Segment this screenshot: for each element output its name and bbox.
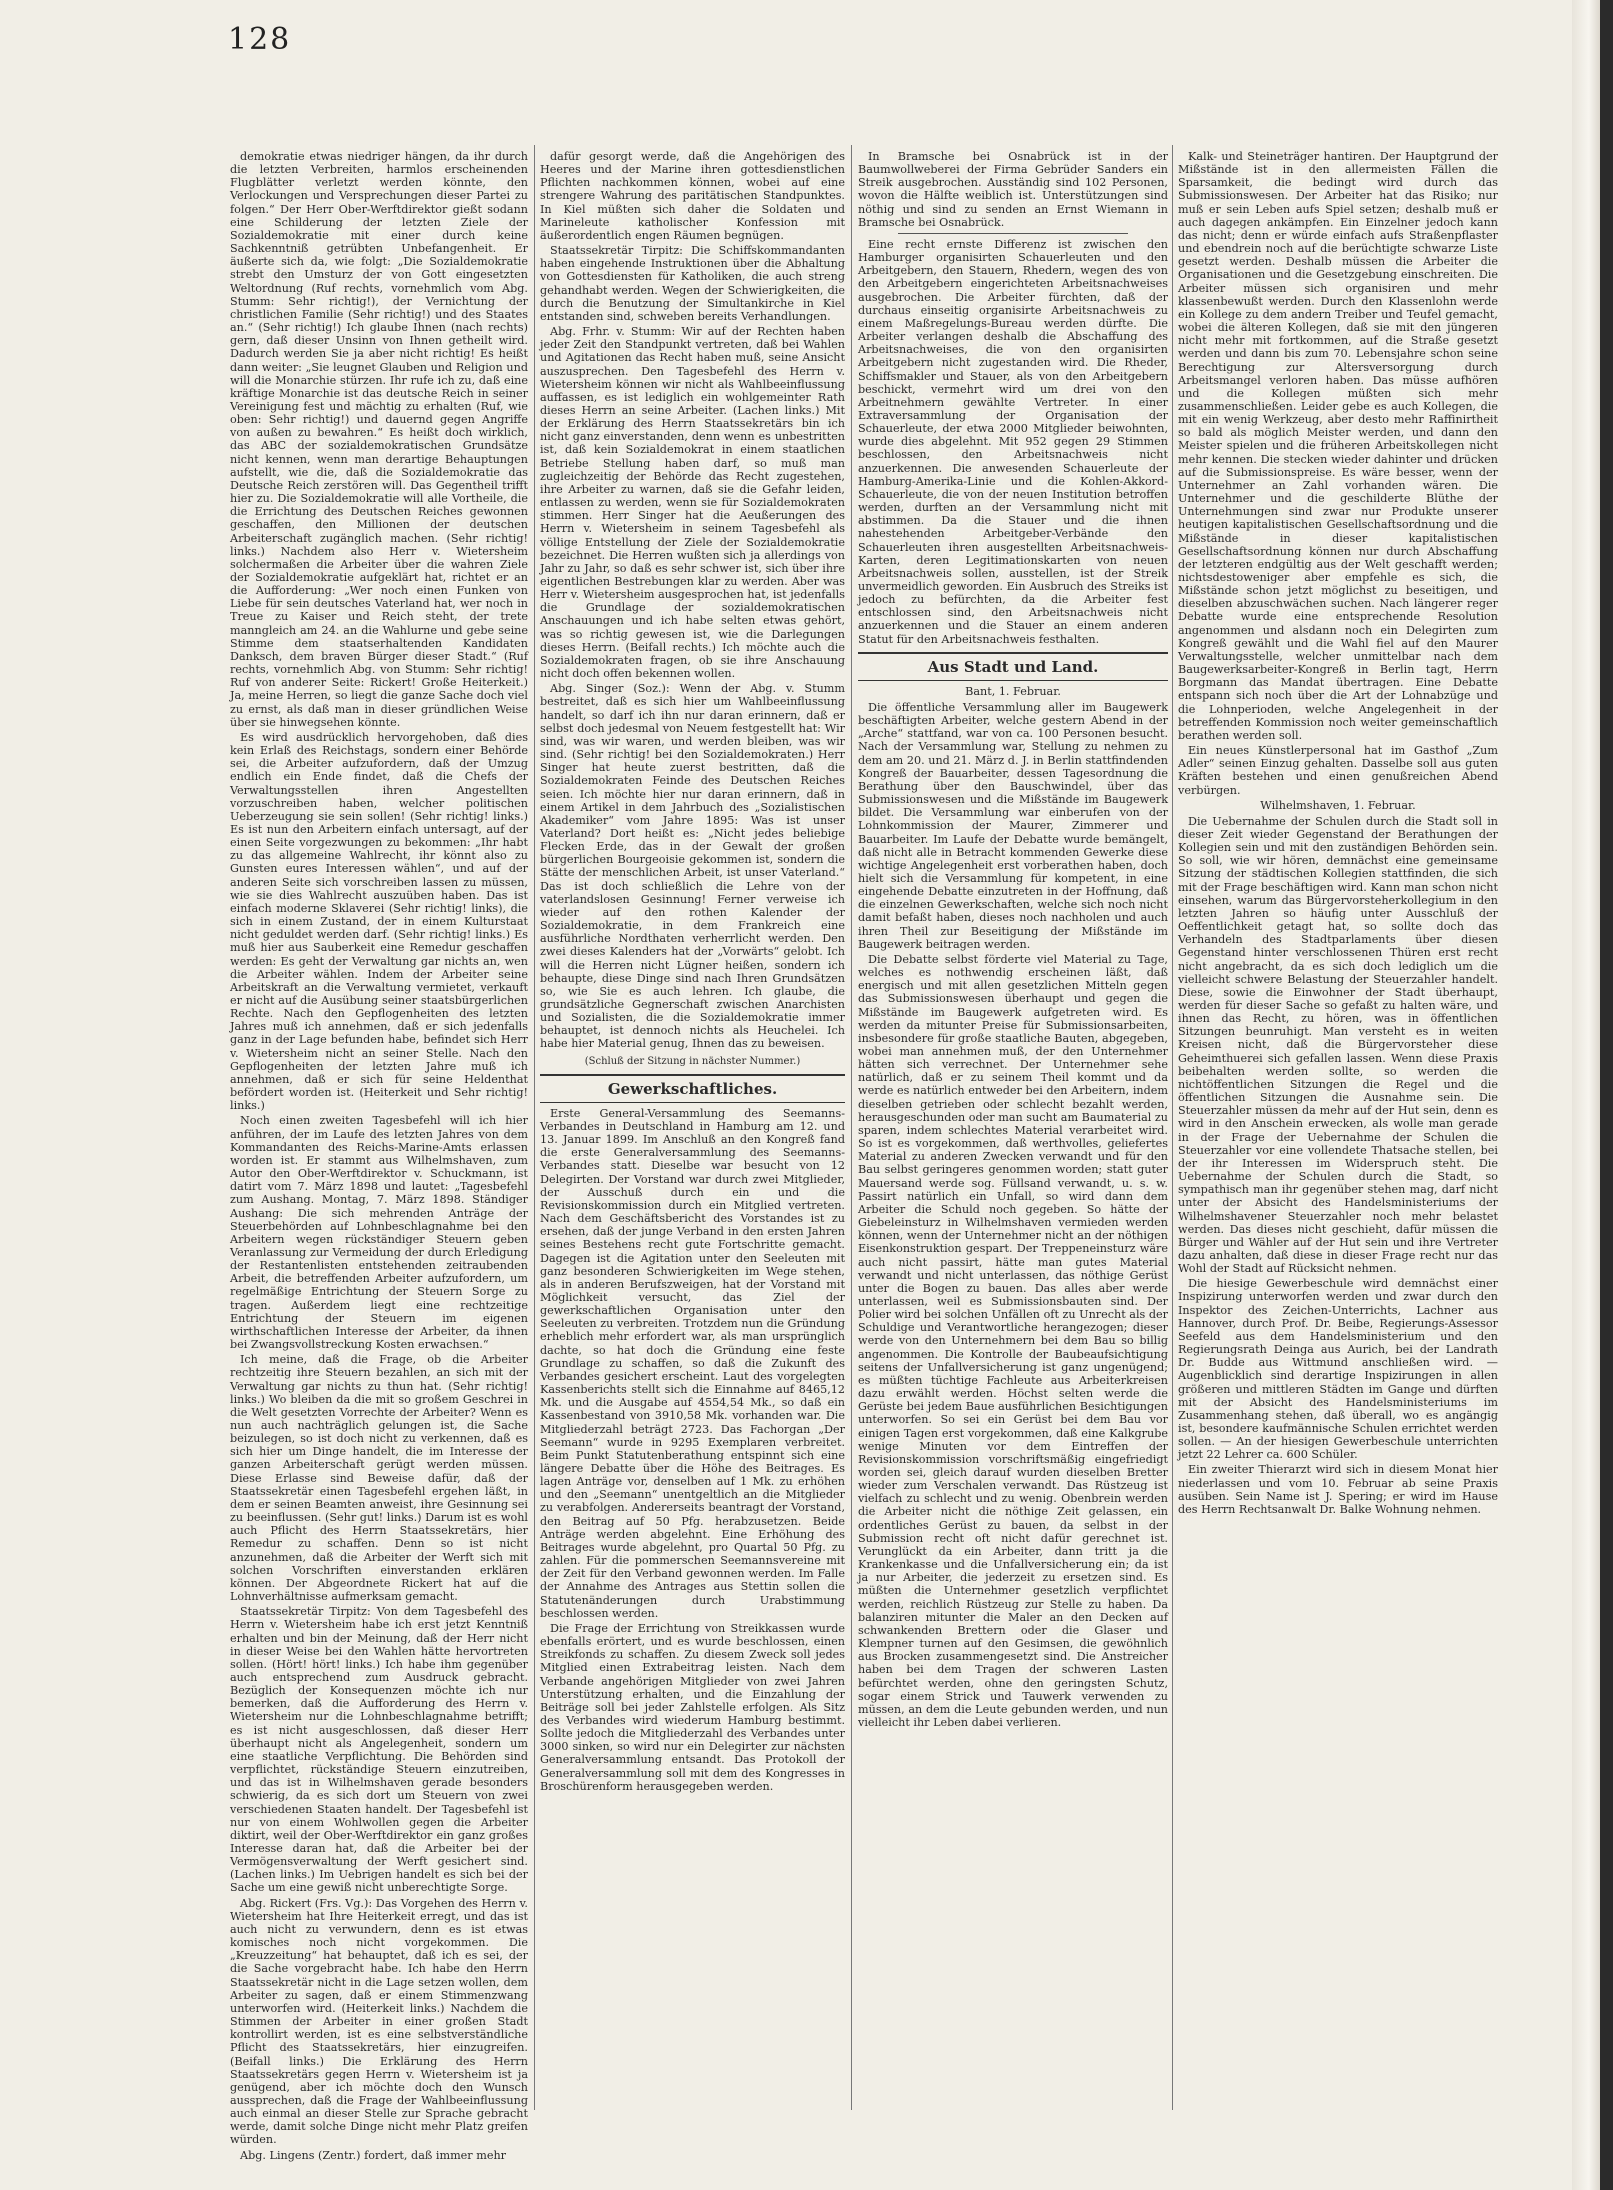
dateline: Bant, 1. Februar. <box>965 684 1061 698</box>
paragraph: Die Frage der Errichtung von Streikkassen wurde ebenfalls erörtert, und es wurde beschlossen, einen Streikfonds zu schaffen. Zu diesem Zweck soll jedes Mitglied einen Extrabeitrag leisten. Nach dem Verbande angehörigen Mitglieder von zwei Jahren Unterstützung erhalten, und die Einzahlung der Beiträge soll bei jeder Zahlstelle erfolgen. Als Sitz des Verbandes wird wiederum Hamburg bestimmt. Sollte jedoch die Mitgliederzahl des Verbandes unter 3000 sinken, so wird nur ein Delegirter zur nächsten Generalversammlung entsandt. Das Protokoll der Generalversammlung soll mit dem des Kongresses in Broschürenform herausgegeben werden. <box>540 1621 845 1793</box>
continuation-note: (Schluß der Sitzung in nächster Nummer.) <box>584 1055 801 1067</box>
paragraph: In Bramsche bei Osnabrück ist in der Baumwollweberei der Firma Gebrüder Sanders ein Streik ausgebrochen. Ausständig sind 102 Personen, wovon die Hälfte weiblich ist. Unterstützungen sind nöthig und sind zu senden an Ernst Wiemann in Bramsche bei Osnabrück. <box>858 150 1168 229</box>
paragraph: demokratie etwas niedriger hängen, da ihr durch die letzten Verbreiten, harmlos erscheinenden Flugblätter verletzt werden könnte, den Verlockungen und Versprechungen dieser Partei zu folgen.“ Der Herr Ober-Werftdirektor gießt sodann eine Schilderung der letzten Ziele der Sozialdemokratie mit einer durch keine Sachkenntniß getrübten Unbefangenheit. Er äußerte sich da, wie folgt: „Die Sozialdemokratie strebt den Umsturz der von Gott eingesetzten Weltordnung (Ruf rechts, vornehmlich vom Abg. Stumm: Sehr richtig!), der Vernichtung der christlichen Familie (Sehr richtig!) und des Staates an.“ (Sehr richtig!) Ich glaube Ihnen (nach rechts) gern, daß dieser Unsinn von Ihnen getheilt wird. Dadurch werden Sie ja aber nicht richtig! Es heißt dann weiter: „Sie leugnet Glauben und Religion und will die Monarchie stürzen. Ihr rufe ich zu, daß eine kräftige Monarchie ist das deutsche Reich in seiner Vereinigung fest und mächtig zu erhalten (Ruf, wie oben: Sehr richtig!) und dauernd gegen Angriffe von außen zu bewahren.“ Es heißt doch wirklich, das ABC der sozialdemokratischen Grundsätze nicht kennen, wenn man derartige Behauptungen aufstellt, wie die, daß die Sozialdemokratie das Deutsche Reich zerstören will. Das Gegentheil trifft hier zu. Die Sozialdemokratie will alle Vortheile, die die Errichtung des Deutschen Reiches gewonnen geschaffen, den Millionen der deutschen Arbeiterschaft zugänglich machen. (Sehr richtig! links.) Nachdem also Herr v. Wietersheim solchermaßen die Arbeiter über die wahren Ziele der Sozialdemokratie aufgeklärt hat, richtet er an die Aufforderung: „Wer noch einen Funken von Liebe für sein deutsches Vaterland hat, wer noch in Treue zu Kaiser und Reich steht, der trete manngleich am 24. an die Wahlurne und gebe seine Stimme dem staatserhaltenden Kandidaten Danksch, dem braven Bürger dieser Stadt.“ (Ruf rechts, vornehmlich Abg. von Stumm: Sehr richtig! Ruf von anderer Seite: Rickert! Große Heiterkeit.) Ja, meine Herren, so liegt die ganze Sache doch viel zu ernst, als daß man in dieser gründlichen Weise über sie hinwegsehen könnte. <box>230 150 528 729</box>
paragraph: Die Debatte selbst förderte viel Material zu Tage, welches es nothwendig erscheinen läßt, daß energisch und mit allen gesetzlichen Mitteln gegen das Submissionswesen überhaupt und gegen die Mißstände im Baugewerk aufgetreten wird. Es werden da mitunter Preise für Submissionsarbeiten, insbesondere für große staatliche Bauten, abgegeben, wobei man annehmen muß, der den Unternehmer hätten sich verrechnet. Der Unternehmer sehe natürlich, daß er zu seinem Theil kommt und da werde es natürlich entweder bei den Arbeitern, indem dieselben getrieben oder schlecht bezahlt werden, herausgeschunden oder man sucht am Baumaterial zu sparen, indem schlechtes Material verarbeitet wird. So ist es vorgekommen, daß werthvolles, geliefertes Material zu anderen Zwecken verwandt und für den Bau selbst geringeres genommen worden; statt guter Mauersand werde sog. Füllsand verwandt, u. s. w. Passirt natürlich ein Unfall, so wird dann dem Arbeiter die Schuld noch gegeben. So hätte der Giebeleinsturz in Wilhelmshaven vermieden werden können, wenn der Unternehmer nicht an der nöthigen Eisenkonstruktion gespart. Der Treppeneinsturz wäre auch nicht passirt, hätte man gutes Material verwandt und nicht unterlassen, das nöthige Gerüst unter die Bogen zu bauen. Das alles aber werde unterlassen, weil es Submissionsbauten sind. Der Polier wird bei solchen Unfällen oft zu Unrecht als der Schuldige und Verantwortliche herangezogen; dieser werde von den Unternehmern bei dem Bau so billig angenommen. Die Kontrolle der Baubeaufsichtigung seitens der Unfallversicherung ist ganz ungenügend; es müßten tüchtige Fachleute aus Arbeiterkreisen dazu erwählt werden. Höchst selten werde die Gerüste bei jedem Baue ausführlichen Besichtigungen unterworfen. So sei ein Gerüst bei dem Bau vor einigen Tagen erst vorgekommen, daß eine Kalkgrube wenige Minuten vor dem Eintreffen der Revisionskommission vorschriftsmäßig eingefriedigt worden sei, gleich darauf wurden dieselben Bretter wieder zum Verschalen verwandt. Das Rüstzeug ist vielfach zu schlecht und zu wenig. Obenbrein werden die Arbeiter nicht die nöthige Zeit gelassen, ein ordentliches Gerüst zu bauen, da selbst in der Submission recht oft nicht dafür gerechnet ist. Verunglückt da ein Arbeiter, dann tritt ja die Krankenkasse und die Unfallversicherung ein; da ist ja nur Arbeiter, die jederzeit zu ersetzen sind. Es müßten die Unternehmer gesetzlich verpflichtet werden, reichlich Rüstzeug zur Stelle zu haben. Da balanziren mitunter die Maler an den Decken auf schwankenden Brettern oder die Glaser und Klempner turnen auf den Gesimsen, die gewöhnlich aus Brocken zusammengesetzt sind. Die Anstreicher haben bei dem Tragen der schweren Lasten befürchtet werden, ohne den geringsten Schutz, sogar einem Strick und Tauwerk verwenden zu müssen, an dem die Leute gebunden werden, und nun vielleicht ihr Leben dabei verlieren. <box>858 952 1168 1729</box>
section-heading-aus-stadt-und-land: Aus Stadt und Land. <box>858 652 1168 681</box>
paragraph: Staatssekretär Tirpitz: Von dem Tagesbefehl des Herrn v. Wietersheim habe ich erst jetzt Kenntniß erhalten und bin der Meinung, daß der Herr nicht in dieser Weise bei den Wahlen hätte hervortreten sollen. (Hört! hört! links.) Ich habe ihm gegenüber auch entsprechend zum Ausdruck gebracht. Bezüglich der Konsequenzen möchte ich nur bemerken, daß die Aufforderung des Herrn v. Wietersheim nur die Lohnbeschlagnahme betrifft; es ist nicht ausgeschlossen, daß dieser Herr überhaupt nicht als Angelegenheit, sondern um eine staatliche Verpflichtung. Die Behörden sind verpflichtet, rückständige Steuern einzutreiben, und das ist in Wilhelmshaven gerade besonders schwierig, da es sich dort um Steuern von zwei verschiedenen Staaten handelt. Der Tagesbefehl ist nur von einem Wohlwollen gegen die Arbeiter diktirt, weil der Ober-Werftdirektor ein ganz großes Interesse daran hat, daß die Arbeiter bei der Vermögensverwaltung der Werft gesichert sind. (Lachen links.) Im Uebrigen handelt es sich bei der Sache um eine gewiß nicht unberechtigte Sorge. <box>230 1605 528 1895</box>
page-number: 128 <box>228 22 292 57</box>
paragraph: Die hiesige Gewerbeschule wird demnächst einer Inspizirung unterworfen werden und zwar durch den Inspektor des Zeichen-Unterrichts, Lachner aus Hannover, durch Prof. Dr. Beibe, Regierungs-Assessor Seefeld aus dem Handelsministerium und den Regierungsrath Deinga aus Aurich, bei der Landrath Dr. Budde aus Wittmund anschließen wird. — Augenblicklich sind derartige Inspizirungen in allen größeren und mittleren Städten im Gange und dürften mit der Absicht des Handelsministeriums im Zusammenhang stehen, daß überall, wo es angängig ist, besondere kaufmännische Schulen errichtet werden sollen. — An der hiesigen Gewerbeschule unterrichten jetzt 22 Lehrer ca. 600 Schüler. <box>1178 1277 1498 1462</box>
column-1 <box>230 150 528 2162</box>
paragraph: Abg. Frhr. v. Stumm: Wir auf der Rechten haben jeder Zeit den Standpunkt vertreten, daß bei Wahlen und Agitationen das Recht haben muß, seine Ansicht auszusprechen. Den Tagesbefehl des Herrn v. Wietersheim können wir nicht als Wahlbeeinflussung auffassen, es ist lediglich ein wohlgemeinter Rath dieses Herrn an seine Arbeiter. (Lachen links.) Mit der Erklärung des Herrn Staatssekretärs bin ich nicht ganz einverstanden, denn wenn es unbestritten ist, daß kein Sozialdemokrat in einem staatlichen Betriebe Stellung haben darf, so muß man zugleichzeitig der Behörde das Recht zugestehen, ihre Arbeiter zu warnen, daß sie die Gefahr leiden, entlassen zu werden, wenn sie für Sozialdemokraten stimmen. Herr Singer hat die Aeußerungen des Herrn v. Wietersheim in seinem Tagesbefehl als völlige Entstellung der Ziele der Sozialdemokratie bezeichnet. Die Herren wußten sich ja allerdings von Jahr zu Jahr, so daß es sehr schwer ist, sich über ihre eigentlichen Bestrebungen klar zu werden. Aber was Herr v. Wietersheim ausgesprochen hat, ist jedenfalls die Grundlage der sozialdemokratischen Anschauungen und ich habe selten etwas gehört, was so richtig gewesen ist, wie die Darlegungen dieses Herrn. (Beifall rechts.) Ich möchte auch die Sozialdemokraten fragen, ob sie ihre Anschauung nicht doch offen bekennen wollen. <box>540 325 845 681</box>
column-rule <box>1172 145 1173 2110</box>
paragraph: Kalk- und Steineträger hantiren. Der Hauptgrund der Mißstände ist in den allermeisten Fällen die Sparsamkeit, die bedingt wird durch das Submissionswesen. Der Arbeiter hat das Risiko; nur muß er sein Leben aufs Spiel setzen; deshalb muß er auch dagegen ankämpfen. Ein Einzelner jedoch kann das nicht; denn er würde einfach aufs Straßenpflaster und ebendrein noch auf die berüchtigte schwarze Liste gesetzt werden. Deshalb müssen die Arbeiter die Organisationen und die Gesetzgebung einschreiten. Die Arbeiter müssen sich organisiren und mehr klassenbewußt werden. Durch den Klassenlohn werde ein Kollege zu dem andern Treiber und Teufel gemacht, wobei die älteren Kollegen, daß sie mit den jüngeren nicht mehr mit fortkommen, auf die Straße gesetzt werden und dann bis zum 70. Lebensjahre schon seine Berechtigung zur Altersversorgung durch Arbeitsmangel verloren haben. Das müsse aufhören und die Kollegen müßten sich mehr zusammenschließen. Leider gebe es auch Kollegen, die mit ein wenig Werkzeug, aber desto mehr Raffinirtheit so bald als möglich Meister werden, und dann den Meister spielen und die früheren Arbeitskollegen nicht mehr kennen. Die stecken wieder dahinter und drücken auf die Submissionspreise. Es wäre besser, wenn der Unternehmer an Zahl vorhanden wären. Die Unternehmer und die geschilderte Blüthe der Unternehmungen sind zwar nur Produkte unserer heutigen kapitalistischen Gesellschaftsordnung und die Mißstände in dieser kapitalistischen Gesellschaftsordnung können nur durch Abschaffung der letzteren endgültig aus der Welt geschafft werden; nichtsdestoweniger aber empfehle es sich, die Mißstände schon jetzt möglichst zu beseitigen, und dieselben abzuschwächen suchen. Nach längerer reger Debatte wurde eine entsprechende Resolution angenommen und alsdann noch ein Delegirten zum Kongreß gewählt und die Wahl fiel auf den Maurer Verwaltungsstelle, welcher unmittelbar nach dem Baugewerksarbeiter-Kongreß in Berlin tagt, Herrn Borgmann das Mandat übertragen. Eine Debatte entspann sich noch über die Art der Lohnabzüge und die Lohnperioden, welche Angelegenheit in der betreffenden Kommission noch weiter gemeinschaftlich berathen werden soll. <box>1178 150 1498 742</box>
column-rule <box>534 145 535 2110</box>
paragraph: Die Uebernahme der Schulen durch die Stadt soll in dieser Zeit wieder Gegenstand der Berathungen der Kollegien sein und mit den zuständigen Behörden sein. So soll, wie wir hören, demnächst eine gemeinsame Sitzung der städtischen Kollegien stattfinden, die sich mit der Frage beschäftigen wird. Kann man schon nicht einsehen, warum das Bürgervorsteherkollegium in den letzten Jahren so häufig unter Ausschluß der Oeffentlichkeit getagt hat, so sollte doch das Verhandeln des Stadtparlaments über diesen Gegenstand hinter verschlossenen Thüren erst recht nicht angebracht, da es sich doch lediglich um die vielleicht schwere Belastung der Steuerzahler handelt. Diese, sowie die Einwohner der Stadt überhaupt, werden für dieser Sache so gefaßt zu halten wäre, und ihnen das Recht, zu hören, was in öffentlichen Sitzungen beunruhigt. Man versteht es in weiten Kreisen nicht, daß die Bürgervorsteher diese Geheimthuerei sich gefallen lassen. Wenn diese Praxis beibehalten werden sollte, so werden die nichtöffentlichen Sitzungen die Regel und die öffentlichen Sitzungen die Ausnahme sein. Die Steuerzahler müssen da mehr auf der Hut sein, denn es wird in den Anschein erwecken, als wolle man gerade in der Frage der Uebernahme der Schulen die Steuerzahler vor eine vollendete Thatsache stellen, bei der ihr Interessen im Widerspruch steht. Die Uebernahme der Schulen durch die Stadt, so sympathisch man ihr gegenüber stehen mag, darf nicht unter der Absicht des Handelsministeriums der Wilhelmshavener Steuerzahler noch mehr belastet werden. Das dieses nicht geschieht, dafür müssen die Bürger und Wähler auf der Hut sein und ihre Vertreter dazu anhalten, daß diese in dieser Frage recht nur das Wohl der Stadt auf Rücksicht nehmen. <box>1178 814 1498 1276</box>
paragraph: Abg. Lingens (Zentr.) fordert, daß immer mehr <box>240 2148 506 2162</box>
column-4 <box>1178 150 1498 2110</box>
paragraph: Eine recht ernste Differenz ist zwischen den Hamburger organisirten Schauerleuten und den Arbeitgebern, den Stauern, Rhedern, wegen des von den Arbeitgebern eingerichteten Arbeitsnachweises ausgebrochen. Die Arbeiter fürchten, daß der durchaus einseitig organisirte Arbeitsnachweis zu einem Maßregelungs-Bureau werden dürfte. Die Arbeiter verlangen deshalb die Abschaffung des Arbeitsnachweises, die von den organisirten Arbeitgebern nicht zugestanden wird. Die Rheder, Schiffsmakler und Stauer, als von den Arbeitgebern beschickt, vermehrt wird um drei von den Arbeitnehmern gewählte Vertreter. In einer Extraversammlung der Organisation der Schauerleute, der etwa 2000 Mitglieder beiwohnten, wurde dies abgelehnt. Mit 952 gegen 29 Stimmen beschlossen, den Arbeitsnachweis nicht anzuerkennen. Die anwesenden Schauerleute der Hamburg-Amerika-Linie und die Kohlen-Akkord-Schauerleute, die von der neuen Institution betroffen werden, durften an der Versammlung nicht mit abstimmen. Da die Stauer und die ihnen nahestehenden Arbeitgeber-Verbände den Schauerleuten ihren ausgestellten Arbeitsnachweis-Karten, deren Legitimationskarten von neuen Arbeitsnachweis sollen, ausstellen, ist der Streik unvermeidlich geworden. Ein Ausbruch des Streiks ist jedoch zu befürchten, da die Arbeiter fest entschlossen sind, den Arbeitsnachweis nicht anzuerkennen und die Stauer an einem anderen Statut für den Arbeitsnachweis festhalten. <box>858 237 1168 646</box>
paragraph: Abg. Singer (Soz.): Wenn der Abg. v. Stumm bestreitet, daß es sich hier um Wahlbeeinflussung handelt, so darf ich ihn nur daran erinnern, daß er selbst doch jedesmal von Neuem festgestellt hat: Wir sind, was wir waren, und werden bleiben, was wir sind. (Sehr richtig! bei den Sozialdemokraten.) Herr Singer hat heute zuerst bestritten, daß die Sozialdemokraten Feinde des Deutschen Reiches seien. Ich möchte hier nur daran erinnern, daß in einem Artikel in dem Jahrbuch des „Sozialistischen Akademiker“ vom Jahre 1895: Was ist unser Vaterland? Dort heißt es: „Nicht jedes beliebige Flecken Erde, das in der Gewalt der großen bürgerlichen Bourgeoisie gekommen ist, sondern die Stätte der menschlichen Arbeit, ist unser Vaterland.“ Das ist doch schließlich die Lehre von der vaterlandslosen Gesinnung! Ferner verweise ich wieder auf den rothen Kalender der Sozialdemokratie, in dem Frankreich eine ausführliche Nordthaten verherrlicht werden. Den zwei dieses Kalenders hat der „Vorwärts“ gelobt. Ich will die Herren nicht Lügner heißen, sondern ich behaupte, diese Dinge sind nach Ihren Grundsätzen so, wie Sie es auch lehren. Ich glaube, die grundsätzliche Gegnerschaft zwischen Anarchisten und Sozialisten, die die Sozialdemokratie immer behauptet, ist dennoch nichts als Heuchelei. Ich habe hier Material genug, Ihnen das zu beweisen. <box>540 682 845 1051</box>
paragraph: Ein zweiter Thierarzt wird sich in diesem Monat hier niederlassen und vom 10. Februar ab seine Praxis ausüben. Sein Name ist J. Spering; er wird im Hause des Herrn Rechtsanwalt Dr. Balke Wohnung nehmen. <box>1178 1463 1498 1516</box>
column-rule <box>851 145 852 2110</box>
paragraph: Staatssekretär Tirpitz: Die Schiffskommandanten haben eingehende Instruktionen über die Abhaltung von Gottesdiensten für Katholiken, die auch streng gehandhabt werden. Wegen der Schwierigkeiten, die durch die Benutzung der Simultankirche in Kiel entstanden sind, schweben bereits Verhandlungen. <box>540 244 845 323</box>
page-edge <box>1572 0 1600 2190</box>
separator <box>898 233 1128 234</box>
paragraph: Noch einen zweiten Tagesbefehl will ich hier anführen, der im Laufe des letzten Jahres von dem Kommandanten des Reichs-Marine-Amts erlassen worden ist. Er stammt aus Wilhelmshaven, zum Autor den Ober-Werftdirektor v. Schuckmann, ist datirt vom 7. März 1898 und lautet: „Tagesbefehl zum Aushang. Montag, 7. März 1898. Ständiger Aushang: Die sich mehrenden Anträge der Steuerbehörden auf Lohnbeschlagnahme bei den Arbeitern wegen rückständiger Steuern geben Veranlassung zur Vermeidung der durch Erledigung der Restantenlisten entstehenden zeitraubenden Arbeit, die betreffenden Arbeiter aufzufordern, um regelmäßige Entrichtung der Steuern Sorge zu tragen. Außerdem liegt eine rechtzeitige Entrichtung der Steuern im eigenen wirthschaftlichen Interesse der Arbeiter, da ihnen bei Zwangsvollstreckung Kosten erwachsen.“ <box>230 1114 528 1352</box>
paragraph: Erste General-Versammlung des Seemanns-Verbandes in Deutschland in Hamburg am 12. und 13. Januar 1899. Im Anschluß an den Kongreß fand die erste Generalversammlung des Seemanns-Verbandes statt. Dieselbe war besucht von 12 Delegirten. Der Vorstand war durch zwei Mitglieder, der Ausschuß durch ein und die Revisionskommission durch ein Mitglied vertreten. Nach dem Geschäftsbericht des Vorstandes ist zu ersehen, daß der junge Verband in den ersten Jahren seines Bestehens recht gute Fortschritte gemacht. Dagegen ist die Agitation unter den Seeleuten mit ganz besonderen Schwierigkeiten im Wege stehen, als in anderen Berufszweigen, hat der Vorstand mit Möglichkeit versucht, das Ziel der gewerkschaftlichen Organisation unter den Seeleuten zu verbreiten. Trotzdem nun die Gründung erheblich mehr erfordert war, als man ursprünglich dachte, so hat doch die Gründung eine feste Grundlage zu schaffen, so daß die Zukunft des Verbandes gesichert erscheint. Laut des vorgelegten Kassenberichts stellt sich die Einnahme auf 8465,12 Mk. und die Ausgabe auf 4554,54 Mk., so daß ein Kassenbestand von 3910,58 Mk. vorhanden war. Die Mitgliederzahl beträgt 2723. Das Fachorgan „Der Seemann“ wurde in 9295 Exemplaren verbreitet. Beim Punkt Statutenberathung entspinnt sich eine längere Debatte über die Höhe des Beitrages. Es lagen Anträge vor, denselben auf 1 Mk. zu erhöhen und den „Seemann“ unentgeltlich an die Mitglieder zu verabfolgen. Andererseits beantragt der Vorstand, den Beitrag auf 50 Pfg. herabzusetzen. Beide Anträge werden abgelehnt. Eine Erhöhung des Beitrages wurde abgelehnt, pro Quartal 50 Pfg. zu zahlen. Für die pommerschen Seemannsvereine mit der Zeit für den Verband gewonnen werden. Im Falle der Annahme des Antrages aus Stettin sollen die Statutenänderungen durch Urabstimmung beschlossen werden. <box>540 1106 845 1620</box>
section-heading-gewerkschaftliches: Gewerkschaftliches. <box>540 1074 845 1103</box>
column-3 <box>858 150 1168 2110</box>
paragraph: Die öffentliche Versammlung aller im Baugewerk beschäftigten Arbeiter, welche gestern Abend in der „Arche“ stattfand, war von ca. 100 Personen besucht. Nach der Versammlung war, Stellung zu nehmen zu dem am 20. und 21. März d. J. in Berlin stattfindenden Kongreß der Bauarbeiter, dessen Tagesordnung die Berathung über den Bauschwindel, über das Submissionswesen und die Mißstände im Baugewerk bildet. Die Versammlung war einberufen von der Lohnkommission der Maurer, Zimmerer und Bauarbeiter. Im Laufe der Debatte wurde bemängelt, daß nicht alle in Betracht kommenden Gewerke diese wichtige Angelegenheit erst vorberathen haben, doch hielt sich die Versammlung für kompetent, in eine eingehende Debatte einzutreten in der Hoffnung, daß die einzelnen Gewerkschaften, welche sich noch nicht damit befaßt haben, dieses noch nachholen und auch ihren Theil zur Beseitigung der Mißstände im Baugewerk beitragen werden. <box>858 700 1168 951</box>
paragraph: Ich meine, daß die Frage, ob die Arbeiter rechtzeitig ihre Steuern bezahlen, an sich mit der Verwaltung gar nichts zu thun hat. (Sehr richtig! links.) Wo bleiben da die mit so großem Geschrei in die Welt gesetzten Vorrechte der Arbeiter? Wenn es nun auch nachträglich gelungen ist, die Sache beizulegen, so ist doch nicht zu verkennen, daß es sich hier um Dinge handelt, die im Interesse der ganzen Arbeiterschaft gerügt werden müssen. Diese Erlasse sind Beweise dafür, daß der Staatssekretär einen Tagesbefehl ergehen läßt, in dem er seinen Beamten anweist, ihre Gesinnung sei zu beeinflussen. (Sehr gut! links.) Darum ist es wohl auch Pflicht des Herrn Staatssekretärs, hier Remedur zu schaffen. Denn so ist nicht anzunehmen, daß die Arbeiter der Werft sich mit solchen Vorschriften einverstanden erklären können. Der Abgeordnete Rickert hat auf die Lohnverhältnisse aufmerksam gemacht. <box>230 1353 528 1604</box>
dateline: Wilhelmshaven, 1. Februar. <box>1260 798 1416 812</box>
paragraph: dafür gesorgt werde, daß die Angehörigen des Heeres und der Marine ihren gottesdienstlichen Pflichten nachkommen können, wobei auf eine strengere Wahrung des paritätischen Standpunktes. In Kiel müßten sich daher die Soldaten und Marineleute katholischer Konfession mit äußerordentlich engen Räumen begnügen. <box>540 150 845 242</box>
paragraph: Es wird ausdrücklich hervorgehoben, daß dies kein Erlaß des Reichstags, sondern einer Behörde sei, die Arbeiter aufzufordern, daß der Umzug endlich ein Ende findet, daß die Chefs der Verwaltungsstellen ihren Angestellten vorzuschreiben haben, welcher politischen Ueberzeugung sie sein sollen! (Sehr richtig! links.) Es ist nun den Arbeitern einfach untersagt, auf der einen Seite vorgezwungen zu bekommen: „Ihr habt zu das allgemeine Wahlrecht, ihr könnt also zu Gunsten eures Interessen wählen“, und auf der anderen Seite sich vorschreiben lassen zu müssen, wie sie dies Wahlrecht auszuüben haben. Das ist einfach moderne Sklaverei (Sehr richtig! links), die sich in einem Zustand, der in einem Kulturstaat nicht geduldet werden darf. (Sehr richtig! links.) Es muß hier aus Sauberkeit eine Remedur geschaffen werden: Es geht der Verwaltung gar nichts an, wen die Arbeiter wählen. Indem der Arbeiter seine Arbeitskraft an die Verwaltung vermietet, verkauft er nicht auf die Ausübung seiner staatsbürgerlichen Rechte. Nach den Gepflogenheiten des letzten Jahres muß ich annehmen, daß er sich jedenfalls ganz in der Lage befunden habe, befindet sich Herr v. Wietersheim nicht an seiner Stelle. Nach den Gepflogenheiten der letzten Jahre muß ich annehmen, daß er sich für seine Heldenthat befördert worden ist. (Heiterkeit und Sehr richtig! links.) <box>230 730 528 1113</box>
page-gutter <box>1600 0 1613 2190</box>
column-2 <box>540 150 845 2110</box>
paragraph: Ein neues Künstlerpersonal hat im Gasthof „Zum Adler“ seinen Einzug gehalten. Dasselbe soll aus guten Kräften bestehen und einen genußreichen Abend verbürgen. <box>1178 744 1498 797</box>
paragraph: Abg. Rickert (Frs. Vg.): Das Vorgehen des Herrn v. Wietersheim hat Ihre Heiterkeit erregt, und das ist auch nicht zu verwundern, denn es ist etwas komisches noch nicht vorgekommen. Die „Kreuzzeitung“ hat behauptet, daß ich es sei, der die Sache vorgebracht habe. Ich habe den Herrn Staatssekretär nicht in die Lage setzen wollen, dem Arbeiter zu sagen, daß er einem Stimmenzwang unterworfen wird. (Heiterkeit links.) Nachdem die Stimmen der Arbeiter in einer großen Stadt kontrollirt werden, ist es eine selbstverständliche Pflicht des Staatssekretärs, hier einzugreifen. (Beifall links.) Die Erklärung des Herrn Staatssekretärs gegen Herrn v. Wietersheim ist ja genügend, aber ich möchte doch den Wunsch aussprechen, daß die Frage der Wahlbeeinflussung auch einmal an dieser Stelle zur Sprache gebracht werde, damit solche Dinge nicht mehr Platz greifen würden. <box>230 1896 528 2147</box>
